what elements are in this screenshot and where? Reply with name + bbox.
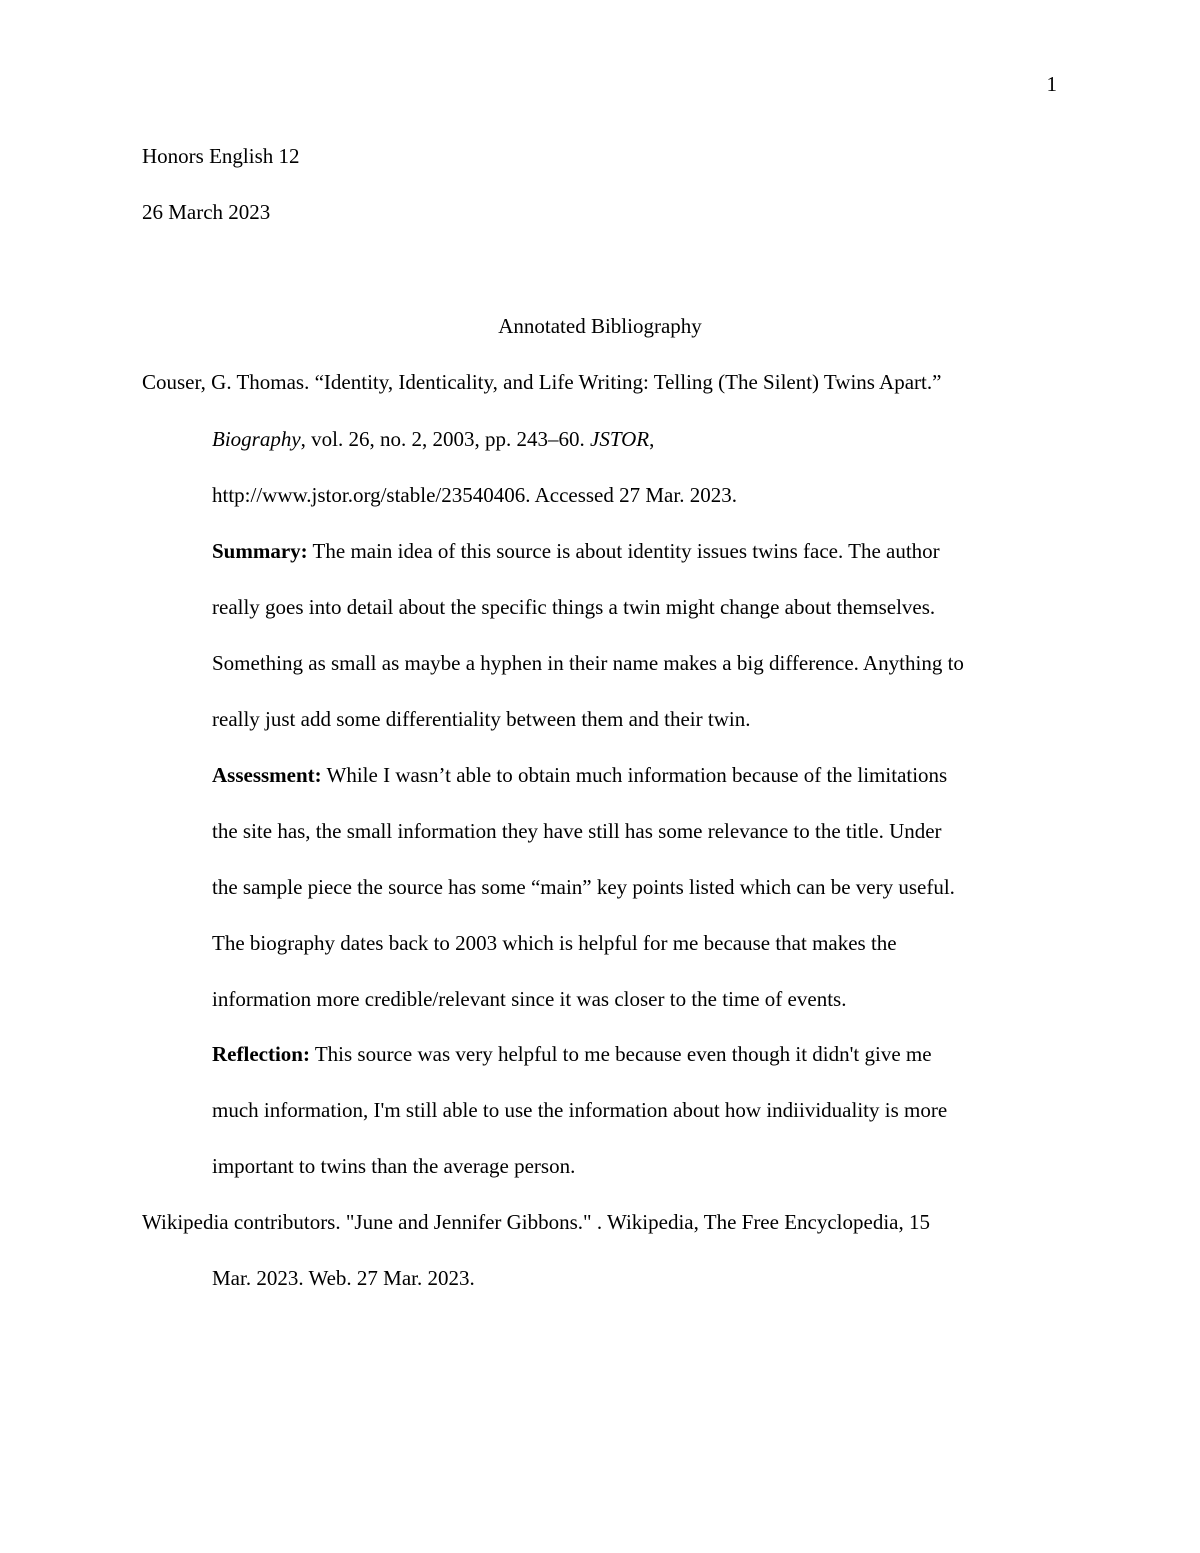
document-date: 26 March 2023	[142, 200, 271, 224]
citation-1-url-line: http://www.jstor.org/stable/23540406. Accessed 27 Mar. 2023.	[212, 483, 737, 507]
assessment-line-2: the site has, the small information they have still has some relevance to the title. Under	[212, 819, 942, 843]
summary-label: Summary:	[212, 539, 308, 563]
assessment-line-3: the sample piece the source has some “main” key points listed which can be very useful.	[212, 875, 955, 899]
reflection-text: This source was very helpful to me because even though it didn't give me	[309, 1042, 932, 1066]
citation-1-volume-info: , vol. 26, no. 2, 2003, pp. 243–60.	[300, 427, 590, 451]
page-title: Annotated Bibliography	[498, 314, 702, 338]
assessment-line-1	[212, 761, 947, 789]
summary-line-3: Something as small as maybe a hyphen in their name makes a big difference. Anything to	[212, 651, 964, 675]
citation-1-comma: ,	[649, 427, 655, 451]
assessment-line-5: information more credible/relevant since it was closer to the time of events.	[212, 987, 847, 1011]
summary-line-4: really just add some differentiality between them and their twin.	[212, 707, 751, 731]
assessment-label: Assessment:	[212, 763, 322, 787]
citation-1-journal: Biography	[212, 427, 301, 451]
citation-1-database: JSTOR	[590, 427, 650, 451]
citation-1-line-2	[212, 425, 654, 453]
summary-text: The main idea of this source is about identity issues twins face. The author	[307, 539, 940, 563]
citation-1-line-1: Couser, G. Thomas. “Identity, Identicality, and Life Writing: Telling (The Silent) Twins Apart.”	[142, 370, 942, 394]
citation-2-line-1: Wikipedia contributors. "June and Jennifer Gibbons." . Wikipedia, The Free Encyclopedia, 15	[142, 1210, 930, 1234]
page-number: 1	[1046, 72, 1057, 96]
reflection-line-2: much information, I'm still able to use the information about how indiividuality is more	[212, 1098, 948, 1122]
reflection-label: Reflection:	[212, 1042, 310, 1066]
summary-line-1	[212, 537, 940, 565]
citation-2-line-2: Mar. 2023. Web. 27 Mar. 2023.	[212, 1266, 475, 1290]
reflection-line-1	[212, 1040, 932, 1068]
assessment-line-4: The biography dates back to 2003 which is helpful for me because that makes the	[212, 931, 897, 955]
course-name: Honors English 12	[142, 144, 300, 168]
reflection-line-3: important to twins than the average person.	[212, 1154, 576, 1178]
summary-line-2: really goes into detail about the specific things a twin might change about themselves.	[212, 595, 936, 619]
assessment-text: While I wasn’t able to obtain much information because of the limitations	[321, 763, 948, 787]
